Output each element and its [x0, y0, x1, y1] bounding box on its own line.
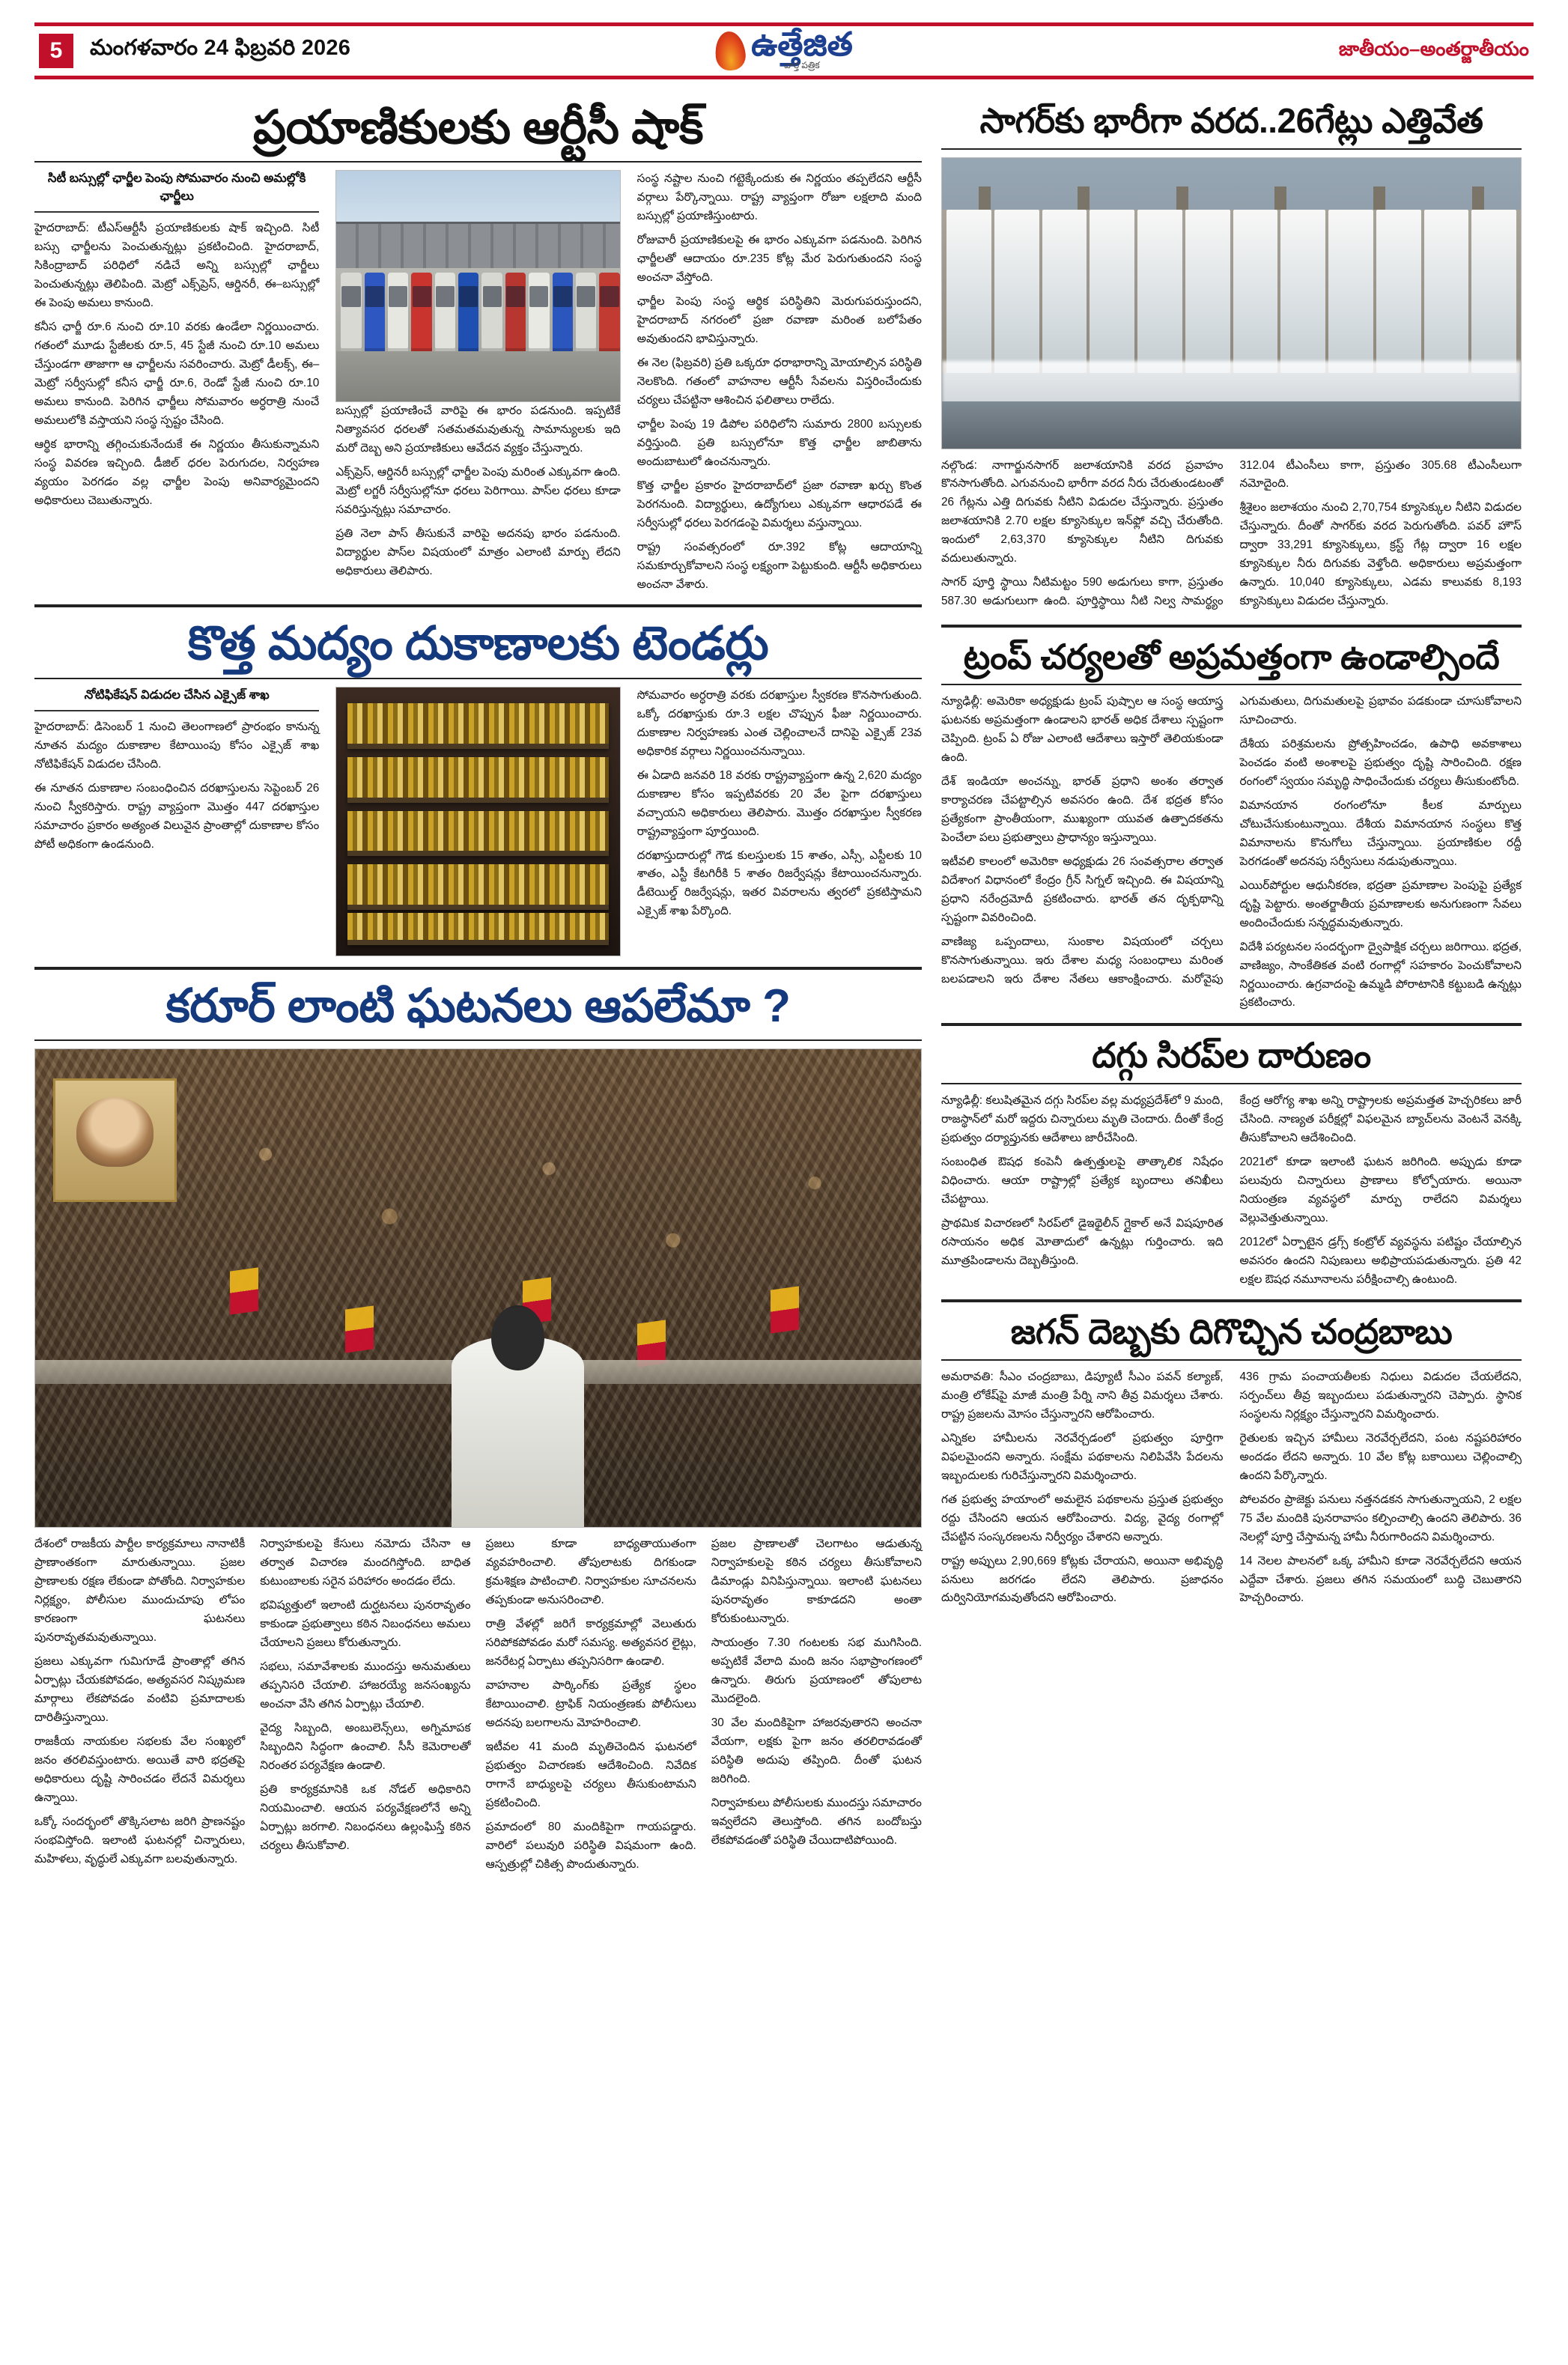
divider — [941, 625, 1522, 628]
story7-para-3: రాష్ట్ర అప్పులు 2,90,669 కోట్లకు చేరాయని, అయినా అభివృద్ధి పనులు జరగడం లేదని తెలిపారు. ప్రజాధనం దుర్వినియోగమవుతోందని ఆరోపించారు. — [941, 1554, 1224, 1605]
bus — [458, 273, 478, 356]
story4-para-7: విదేశీ పర్యటనల సందర్భంగా ద్వైపాక్షిక చర్చలు జరిగాయి. భద్రత, వాణిజ్యం, సాంకేతికత వంటి రంగాల్లో సహకారం పెంచుకోవాలని నిర్ణయించారు. ఉగ్రవాదంపై ఉమ్మడి పోరాటానికి కట్టుబడి ఉన్నట్లు ప్రకటించారు. — [1239, 940, 1522, 1010]
divider — [34, 604, 922, 607]
page-number: 5 — [39, 34, 73, 68]
story5-photo-wrap — [34, 1048, 922, 1528]
story6-headline: దగ్గు సిరప్‌ల దారుణం — [1092, 1036, 1371, 1075]
bus — [341, 273, 361, 356]
bus — [411, 273, 431, 356]
story1-para-5: ప్రతి నెలా పాస్ తీసుకునే వారిపై అదనపు భారం పడనుంది. విద్యార్థుల పాస్‌ల విషయంలో మాత్రం ఎలాంటి మార్పు లేదని అధికారులు తెలిపారు. — [335, 527, 621, 578]
story3-para-0: హైదరాబాద్: డిసెంబర్ 1 నుంచి తెలంగాణలో ప్రారంభం కానున్న నూతన మద్యం దుకాణాల కేటాయింపు కోసం ఎక్సైజ్ శాఖ నోటిఫికేషన్ విడుదల చేసింది. — [34, 720, 320, 771]
bus — [576, 273, 596, 356]
story3-body — [34, 687, 922, 956]
photo-speaker-on-stage — [452, 1336, 584, 1527]
divider — [941, 1083, 1522, 1084]
story5-para-11: వాహనాల పార్కింగ్‌కు ప్రత్యేక స్థలం కేటాయించాలి. ట్రాఫిక్ నియంత్రణకు పోలీసులు అదనపు బలగాలను మోహరించాలి. — [485, 1679, 696, 1729]
story7-para-0: అమరావతి: సీఎం చంద్రబాబు, డిప్యూటీ సీఎం పవన్ కల్యాణ్, మంత్రి లోకేష్‌పై మాజీ మంత్రి పేర్ని నాని తీవ్ర విమర్శలు చేశారు. రాష్ట్ర ప్రజలను మోసం చేస్తున్నారని ఆరోపించారు. — [941, 1370, 1224, 1421]
story6-para-4: 2021లో కూడా ఇలాంటి ఘటన జరిగింది. అప్పుడు కూడా పలువురు చిన్నారులు ప్రాణాలు కోల్పోయారు. అయినా నియంత్రణ వ్యవస్థలో మార్పు రాలేదని విమర్శలు వెల్లువెత్తుతున్నాయి. — [1239, 1155, 1522, 1224]
bus — [529, 273, 549, 356]
photo-dam-gates — [942, 210, 1521, 372]
story1-para-9: ఈ నెల (ఫిబ్రవరి) ప్రతి ఒక్కరూ ధరాభారాన్ని మోయాల్సిన పరిస్థితి నెలకొంది. గతంలో వాహనాల ఆర్టీసీ సేవలను విస్తరించేందుకు చర్యలు చేపట్టినా ఆశించిన ఫలితాలు రాలేదు. — [636, 356, 922, 407]
story5-para-8: ప్రతి కార్యక్రమానికి ఒక నోడల్ అధికారిని నియమించాలి. ఆయన పర్యవేక్షణలోనే అన్ని ఏర్పాట్లు జరగాలి. నిబంధనలు ఉల్లంఘిస్తే కఠిన చర్యలు తీసుకోవాలి. — [260, 1782, 471, 1852]
bus — [365, 273, 385, 356]
story2-para-0: నల్గొండ: నాగార్జునసాగర్ జలాశయానికి వరద ప్రవాహం కొనసాగుతోంది. ఎగువనుంచి భారీగా వరద నీరు చేరుతుండటంతో 26 గేట్లను ఎత్తి దిగువకు నీటిని విడుదల చేస్తున్నారు. ప్రస్తుతం జలాశయానికి 2.70 లక్షల క్యూసెక్కుల ఇన్‌ఫ్లో వచ్చి చేరుతోంది. ఇందులో 2,63,370 క్యూసెక్కుల నీటిని దిగువకు వదులుతున్నారు. — [941, 458, 1224, 565]
story6-para-5: 2012లో ఏర్పాటైన డ్రగ్స్ కంట్రోల్ వ్యవస్థను పటిష్టం చేయాల్సిన అవసరం ఉందని నిపుణులు అభిప్రాయపడుతున్నారు. ప్రతి 42 లక్షల ఔషధ నమూనాలను పరీక్షించాల్సి ఉంటుంది. — [1239, 1235, 1522, 1286]
story1-body — [34, 170, 922, 594]
divider — [941, 1023, 1522, 1026]
photo-gate — [1185, 210, 1230, 372]
story5-para-7: వైద్య సిబ్బంది, అంబులెన్స్‌లు, అగ్నిమాపక సిబ్బందిని సిద్ధంగా ఉంచాలి. సీసీ కెమెరాలతో నిరంతర పర్యవేక్షణ ఉండాలి. — [260, 1721, 471, 1772]
story4-para-3: వాణిజ్య ఒప్పందాలు, సుంకాల విషయంలో చర్చలు కొనసాగుతున్నాయి. ఇరు దేశాల మధ్య సంబంధాలు మరింత బలపడాలని ఇరు దేశాల నేతలు ఆకాంక్షించారు. మరోవైపు ఎగుమతులు, దిగుమతులపై ప్రభావం పడకుండా చూసుకోవాలని సూచించారు. — [941, 695, 1522, 986]
story3-para-2: సోమవారం అర్ధరాత్రి వరకు దరఖాస్తుల స్వీకరణ కొనసాగుతుంది. ఒక్కో దరఖాస్తుకు రూ.3 లక్షల చొప్పున ఫీజు నిర్ణయించారు. దుకాణాల నిర్వహణకు ఎంత చెల్లించాలనే దానిపై ఎక్సైజ్ 23వ అధికారిక వర్గాలు నిర్ణయించనున్నాయి. — [636, 688, 922, 758]
photo-shelf — [347, 757, 608, 803]
story6-para-1: సంబంధిత ఔషధ కంపెనీ ఉత్పత్తులపై తాత్కాలిక నిషేధం విధించారు. ఆయా రాష్ట్రాల్లో ప్రత్యేక బృందాలు తనిఖీలు చేపట్టాయి. — [941, 1155, 1224, 1206]
story2-body — [941, 457, 1522, 614]
story5-para-1: ప్రజలు ఎక్కువగా గుమిగూడే ప్రాంతాల్లో తగిన ఏర్పాట్లు చేయకపోవడం, అత్యవసర నిష్క్రమణ మార్గాలు లేకపోవడం వంటివి ప్రమాదాలకు దారితీస్తున్నాయి. — [34, 1655, 246, 1724]
logo-title: ఉత్తేజిత — [751, 25, 853, 63]
publication-date: మంగళవారం 24 ఫిబ్రవరి 2026 — [90, 36, 351, 60]
story1-para-10: ఛార్జీల పెంపు 19 డిపోల పరిధిలోని సుమారు 2800 బస్సులకు వర్తిస్తుంది. ప్రతి బస్సులోనూ కొత్త ఛార్జీల జాబితాను అందుబాటులో ఉంచనున్నారు. — [636, 417, 922, 468]
story1-photo-bus-depot — [335, 170, 620, 402]
story1-kicker: సిటీ బస్సుల్లో ఛార్జీల పెంపు సోమవారం నుంచి అమల్లోకి ఛార్జీలు — [34, 170, 319, 213]
bus — [481, 273, 502, 356]
page-content — [34, 79, 1534, 1882]
story3-kicker: నోటిఫికేషన్ విడుదల చేసిన ఎక్సైజ్ శాఖ — [34, 687, 319, 711]
story5-para-6: సభలు, సమావేశాలకు ముందస్తు అనుమతులు తప్పనిసరి చేయాలి. హాజరయ్యే జనసంఖ్యను అంచనా వేసి తగిన ఏర్పాట్లు చేయాలి. — [260, 1660, 471, 1710]
story7-para-4: 436 గ్రామ పంచాయతీలకు నిధులు విడుదల చేయలేదని, సర్పంచ్‌లు తీవ్ర ఇబ్బందులు పడుతున్నారని చెప్పారు. స్థానిక సంస్థలను నిర్లక్ష్యం చేస్తున్నారని విమర్శించారు. — [1239, 1370, 1522, 1421]
section-label: జాతీయం–అంతర్జాతీయం — [1338, 37, 1529, 60]
photo-gate — [1424, 210, 1469, 372]
divider — [34, 967, 922, 970]
divider — [34, 678, 922, 679]
divider — [941, 1299, 1522, 1302]
story-nagarjuna-sagar-flood — [941, 102, 1522, 614]
story1-para-8: ఛార్జీల పెంపు సంస్థ ఆర్థిక పరిస్థితిని మెరుగుపరుస్తుందని, హైదరాబాద్ నగరంలో ప్రజా రవాణా మరింత బలోపేతం అవుతుందని భావిస్తున్నారు. — [636, 295, 922, 346]
story5-para-9: ప్రజలు కూడా బాధ్యతాయుతంగా వ్యవహరించాలి. తోపులాటకు దిగకుండా క్రమశిక్షణ పాటించాలి. నిర్వాహకుల సూచనలను తప్పకుండా అనుసరించాలి. — [485, 1537, 696, 1607]
story4-para-6: ఎయిర్‌పోర్టుల ఆధునీకరణ, భద్రతా ప్రమాణాల పెంపుపై ప్రత్యేక దృష్టి పెట్టారు. అంతర్జాతీయ ప్రమాణాలకు అనుగుణంగా సేవలు అందించేందుకు సన్నద్ధమవుతున్నారు. — [1239, 878, 1522, 929]
story6-para-2: ప్రాథమిక విచారణలో సిరప్‌లో డైఇథైలీన్ గ్లైకాల్ అనే విషపూరిత రసాయనం అధిక మోతాదులో ఉన్నట్లు గుర్తించారు. ఇది మూత్రపిండాలను దెబ్బతీస్తుంది. — [941, 1216, 1224, 1267]
story1-para-2: ఆర్థిక భారాన్ని తగ్గించుకునేందుకే ఈ నిర్ణయం తీసుకున్నామని సంస్థ వివరణ ఇచ్చింది. డీజిల్ ధరల పెరుగుదల, నిర్వహణ వ్యయం పెరగడం వల్ల ఛార్జీల పెంపు అనివార్యమైందని అధికారులు చెబుతున్నారు. — [34, 437, 320, 507]
story5-para-3: ఒక్కో సందర్భంలో తొక్కిసలాట జరిగి ప్రాణనష్టం సంభవిస్తోంది. ఇలాంటి ఘటనల్లో చిన్నారులు, మహిళలు, వృద్ధులే ఎక్కువగా బలవుతున్నారు. — [34, 1815, 246, 1865]
divider — [941, 148, 1522, 150]
left-column — [34, 91, 922, 1882]
story-rtc-fare-hike — [34, 102, 922, 594]
photo-gate — [1042, 210, 1087, 372]
story4-body — [941, 693, 1522, 1013]
story5-para-14: ప్రజల ప్రాణాలతో చెలగాటం ఆడుతున్న నిర్వాహకులపై కఠిన చర్యలు తీసుకోవాలని డిమాండ్లు వినిపిస్తున్నాయి. ఇలాంటి ఘటనలు పునరావృతం కాకూడదని అంతా కోరుకుంటున్నారు. — [711, 1537, 922, 1626]
photo-leader-face — [76, 1097, 153, 1167]
divider — [941, 1359, 1522, 1361]
divider — [941, 684, 1522, 685]
photo-gate — [1280, 210, 1325, 372]
story5-para-12: ఇటీవల 41 మంది మృతిచెందిన ఘటనలో ప్రభుత్వం విచారణకు ఆదేశించింది. నివేదిక రాగానే బాధ్యులపై చర్యలు తీసుకుంటామని ప్రకటించింది. — [485, 1740, 696, 1809]
story2-para-2: శ్రీశైలం జలాశయం నుంచి 2,70,754 క్యూసెక్కుల నీటిని విడుదల చేస్తున్నారు. దీంతో సాగర్‌కు వరద పెరుగుతోంది. పవర్ హౌస్ ద్వారా 33,291 క్యూసెక్కులు, క్రస్ట్ గేట్ల ద్వారా 16 లక్షల క్యూసెక్కుల నీరు దిగువకు వెళ్తోంది. అధికారులు అప్రమత్తంగా ఉన్నారు. 10,040 క్యూసెక్కులు, ఎడమ కాలువకు 8,193 క్యూసెక్కులు విడుదల చేస్తున్నారు. — [1239, 501, 1522, 608]
story1-para-3: బస్సుల్లో ప్రయాణించే వారిపై ఈ భారం పడనుంది. ఇప్పటికే నిత్యావసర ధరలతో సతమతమవుతున్న సామాన్యులకు ఇది మరో దెబ్బ అని ప్రయాణికులు ఆవేదన వ్యక్తం చేస్తున్నారు. — [335, 404, 621, 455]
divider — [34, 1039, 922, 1041]
story-liquor-tenders — [34, 618, 922, 956]
bus — [553, 273, 573, 356]
story1-para-12: రాష్ట్ర సంవత్సరంలో రూ.392 కోట్ల ఆదాయాన్ని సమకూర్చుకోవాలని సంస్థ లక్ష్యంగా పెట్టుకుంది. ఆర్టీసీ అధికారులు అంచనా వేశారు. — [636, 540, 922, 591]
photo-ground — [336, 351, 619, 402]
story5-para-13: ప్రమాదంలో 80 మందికిపైగా గాయపడ్డారు. వారిలో పలువురి పరిస్థితి విషమంగా ఉంది. ఆస్పత్రుల్లో చికిత్స పొందుతున్నారు. — [485, 1820, 696, 1871]
story5-headline: కరూర్ లాంటి ఘటనలు ఆపలేమా ? — [165, 980, 791, 1032]
photo-gate — [1376, 210, 1421, 372]
story4-para-0: న్యూఢిల్లీ: అమెరికా అధ్యక్షుడు ట్రంప్ పుష్పాల ఆ సంస్థ ఆయాస్త్ర ఘటనకు అప్రమత్తంగా ఉండాలని భారత్ అధిక దేశాలు స్పష్టంగా చెప్పింది. ట్రంప్ ఏ రోజు ఎలాంటి ఆదేశాలు ఇస్తారో తెలియకుండా ఉంది. — [941, 695, 1224, 765]
story5-para-10: రాత్రి వేళల్లో జరిగే కార్యక్రమాల్లో వెలుతురు సరిపోకపోవడం మరో సమస్య. అత్యవసర లైట్లు, జనరేటర్ల ఏర్పాటు తప్పనిసరిగా ఉండాలి. — [485, 1618, 696, 1669]
newspaper-logo — [715, 25, 853, 73]
story7-body — [941, 1368, 1522, 1613]
story6-body — [941, 1092, 1522, 1290]
photo-flag — [230, 1267, 258, 1314]
story-cough-syrup-deaths — [941, 1036, 1522, 1289]
story5-para-2: రాజకీయ నాయకుల సభలకు వేల సంఖ్యలో జనం తరలివస్తుంటారు. అయితే వారి భద్రతపై అధికారులు దృష్టి సారించడం లేదనే విమర్శలు ఉన్నాయి. — [34, 1734, 246, 1804]
photo-gate — [946, 210, 991, 372]
story4-para-5: విమానయాన రంగంలోనూ కీలక మార్పులు చోటుచేసుకుంటున్నాయి. దేశీయ విమానయాన సంస్థలు కొత్త విమానాలను కొనుగోలు చేస్తున్నాయి. ప్రయాణికుల రద్దీ పెరగడంతో అదనపు సర్వీసులు నడుపుతున్నాయి. — [1239, 798, 1522, 868]
story5-para-16: 30 వేల మందికిపైగా హాజరవుతారని అంచనా వేయగా, లక్షకు పైగా జనం తరలిరావడంతో పరిస్థితి అదుపు తప్పింది. దీంతో ఘటన జరిగింది. — [711, 1716, 922, 1785]
photo-gate — [994, 210, 1039, 372]
photo-flag — [345, 1305, 374, 1352]
story1-para-1: కనీస ఛార్జీ రూ.6 నుంచి రూ.10 వరకు ఉండేలా నిర్ణయించారు. గతంలో మూడు స్టేజీలకు రూ.5, 45 స్టేజీ నుంచి రూ.10 అమలు చేస్తుండగా తాజాగా ఆ ఛార్జీలను సవరించారు. మెట్రో డీలక్స్, ఈ–మెట్రో సర్వీసుల్లో కనీస ఛార్జీ రూ.6, రెండో స్టేజీ నుంచి రూ.10 అమలు కానుంది. పెరిగిన ఛార్జీలు సోమవారం అర్ధరాత్రి నుంచే అమలులోకి వస్తాయని సంస్థ స్పష్టం చేసింది. — [34, 321, 320, 427]
story1-para-0: హైదరాబాద్: టీఎస్ఆర్టీసీ ప్రయాణికులకు షాక్ ఇచ్చింది. సిటీ బస్సు ఛార్జీలను పెంచుతున్నట్లు ప్రకటించింది. హైదరాబాద్, సికింద్రాబాద్ పరిధిలో నడిచే అన్ని బస్సుల్లో ఛార్జీలు పెంచుతున్నట్లు తెలిపింది. మెట్రో ఎక్స్‌ప్రెస్, ఆర్డినరీ, ఈ–బస్సుల్లో ఈ పెంపు అమలు కానుంది. — [34, 222, 320, 310]
story5-para-4: నిర్వాహకులపై కేసులు నమోదు చేసినా ఆ తర్వాత విచారణ మందగిస్తోంది. బాధిత కుటుంబాలకు సరైన పరిహారం అందడం లేదు. — [260, 1537, 471, 1588]
story6-para-3: కేంద్ర ఆరోగ్య శాఖ అన్ని రాష్ట్రాలకు అప్రమత్తత హెచ్చరికలు జారీ చేసింది. నాణ్యత పరీక్షల్లో విఫలమైన బ్యాచ్‌లను వెంటనే వెనక్కి తీసుకోవాలని ఆదేశించింది. — [1239, 1093, 1522, 1144]
photo-gate — [1328, 210, 1373, 372]
photo-gate — [1137, 210, 1182, 372]
story2-headline: సాగర్‌కు భారీగా వరద..26గేట్లు ఎత్తివేత — [979, 101, 1483, 140]
story6-para-0: న్యూఢిల్లీ: కలుషితమైన దగ్గు సిరప్‌ల వల్ల మధ్యప్రదేశ్‌లో 9 మంది, రాజస్థాన్‌లో మరో ఇద్దరు చిన్నారులు మృతి చెందారు. దీంతో కేంద్ర ప్రభుత్వం దర్యాప్తునకు ఆదేశాలు జారీచేసింది. — [941, 1093, 1224, 1144]
masthead — [34, 22, 1534, 79]
story5-body — [34, 1535, 922, 1874]
photo-bus-row — [336, 254, 619, 356]
story4-headline: ట్రంప్ చర్యలతో అప్రమత్తంగా ఉండాల్సిందే — [963, 637, 1500, 676]
photo-shelf — [347, 703, 608, 749]
photo-shelf — [347, 913, 608, 945]
story-jagan-chandrababu — [941, 1313, 1522, 1613]
photo-flag — [771, 1287, 799, 1334]
story7-headline: జగన్ దెబ్బకు దిగొచ్చిన చంద్రబాబు — [1010, 1312, 1453, 1352]
story7-para-5: రైతులకు ఇచ్చిన హామీలు నెరవేర్చలేదని, పంట నష్టపరిహారం అందడం లేదని అన్నారు. 10 వేల కోట్ల బకాయిలు చెల్లించాల్సి ఉందని పేర్కొన్నారు. — [1239, 1431, 1522, 1482]
story5-para-0: దేశంలో రాజకీయ పార్టీల కార్యక్రమాలు నానాటికీ ప్రాణాంతకంగా మారుతున్నాయి. ప్రజల ప్రాణాలకు రక్షణ లేకుండా పోతోంది. నిర్వాహకుల నిర్లక్ష్యం, పోలీసుల ముందుచూపు లోపం కారణంగా ఘటనలు పునరావృతమవుతున్నాయి. — [34, 1537, 246, 1645]
story1-para-6: సంస్థ నష్టాల నుంచి గట్టెక్కేందుకు ఈ నిర్ణయం తప్పలేదని ఆర్టీసీ వర్గాలు పేర్కొన్నాయి. రాష్ట్ర వ్యాప్తంగా రోజూ లక్షలాది మంది బస్సుల్లో ప్రయాణిస్తుంటారు. — [636, 172, 922, 223]
story3-para-1: ఈ నూతన దుకాణాల సంబంధించిన దరఖాస్తులను సెప్టెంబర్ 26 నుంచి స్వీకరిస్తారు. రాష్ట్ర వ్యాప్తంగా మొత్తం 447 దరఖాస్తుల సమాచారం ప్రకారం అత్యంత విలువైన ప్రాంతాల్లో దుకాణాల కోసం పోటీ అధికంగా ఉండనుంది. — [34, 781, 320, 851]
story7-para-7: 14 నెలల పాలనలో ఒక్క హామీని కూడా నెరవేర్చలేదని ఆయన ఎద్దేవా చేశారు. ప్రజలు తగిన సమయంలో బుద్ధి చెబుతారని హెచ్చరించారు. — [1239, 1554, 1522, 1605]
logo-subtitle: వార్త పత్రిక — [784, 60, 820, 71]
story3-photo-liquor-shelves — [335, 687, 620, 956]
story3-headline: కొత్త మద్యం దుకాణాలకు టెండర్లు — [187, 618, 769, 670]
photo-gate — [1471, 210, 1516, 372]
story1-para-4: ఎక్స్‌ప్రెస్, ఆర్డినరీ బస్సుల్లో ఛార్జీల పెంపు మరింత ఎక్కువగా ఉంది. మెట్రో లగ్జరీ సర్వీసుల్లోనూ ధరలు పెరిగాయి. పాస్‌ల ధరలు కూడా సవరిస్తున్నట్లు సమాచారం. — [335, 466, 621, 517]
story3-para-3: ఈ ఏడాది జనవరి 18 వరకు రాష్ట్రవ్యాప్తంగా ఉన్న 2,620 మద్యం దుకాణాల కోసం ఇప్పటివరకు 20 వేల పైగా దరఖాస్తులు వచ్చాయని అధికారులు తెలిపారు. మొత్తం దరఖాస్తుల స్వీకరణ రాష్ట్రవ్యాప్తంగా పూర్తయింది. — [636, 768, 922, 838]
story-karur-stampede — [34, 980, 922, 1874]
photo-gate — [1233, 210, 1278, 372]
story7-para-2: గత ప్రభుత్వ హయాంలో అమలైన పథకాలను ప్రస్తుత ప్రభుత్వం రద్దు చేసిందని ఆయన ఆరోపించారు. విద్య, వైద్య రంగాల్లో చేపట్టిన సంస్కరణలను నిర్వీర్యం చేశారని అన్నారు. — [941, 1493, 1224, 1543]
story1-headline: ప్రయాణికులకు ఆర్టీసీ షాక్ — [253, 102, 703, 154]
photo-leader-banner — [53, 1078, 177, 1203]
story4-para-2: ఇటీవలి కాలంలో అమెరికా అధ్యక్షుడు 26 సంవత్సరాల తర్వాత విదేశాంగ విధానంలో కేంద్రం గ్రీన్ సిగ్నల్ ఇచ్చింది. ఈ విషయాన్ని ప్రధాని నరేంద్రమోదీ ప్రకటించారు. భారత్ తన దృక్పథాన్ని స్పష్టంగా వివరించింది. — [941, 854, 1224, 924]
photo-dam-base — [942, 401, 1521, 448]
bus — [435, 273, 455, 356]
bus — [388, 273, 408, 356]
flame-icon — [714, 30, 747, 72]
story2-photo-dam — [941, 157, 1522, 449]
bus — [599, 273, 619, 356]
photo-gate — [1090, 210, 1134, 372]
divider — [34, 161, 922, 163]
story5-para-5: భవిష్యత్తులో ఇలాంటి దుర్ఘటనలు పునరావృతం కాకుండా ప్రభుత్వాలు కఠిన నిబంధనలు అమలు చేయాలని ప్రజలు కోరుతున్నారు. — [260, 1599, 471, 1650]
story7-para-1: ఎన్నికల హామీలను నెరవేర్చడంలో ప్రభుత్వం పూర్తిగా విఫలమైందని అన్నారు. సంక్షేమ పథకాలను నిలిపివేసి పేదలను ఇబ్బందులకు గురిచేస్తున్నారని విమర్శించారు. — [941, 1431, 1224, 1482]
story4-para-4: దేశీయ పరిశ్రమలను ప్రోత్సహించడం, ఉపాధి అవకాశాలు పెంచడం వంటి అంశాలపై ప్రభుత్వం దృష్టి సారించింది. రక్షణ రంగంలో స్వయం సమృద్ధి సాధించేందుకు చర్యలు తీసుకుంటోంది. — [1239, 738, 1522, 788]
right-column — [941, 91, 1522, 1882]
story7-para-6: పోలవరం ప్రాజెక్టు పనులు నత్తనడకన సాగుతున్నాయని, 2 లక్షల 75 వేల మందికి పునరావాసం కల్పించాల్సి ఉందని తెలిపారు. 36 నెలల్లో పూర్తి చేస్తామన్న హామీ నీరుగారిందని విమర్శించారు. — [1239, 1493, 1522, 1543]
story1-para-11: కొత్త ఛార్జీల ప్రకారం హైదరాబాద్‌లో ప్రజా రవాణా ఖర్చు కొంత పెరగనుంది. విద్యార్థులు, ఉద్యోగులు ఎక్కువగా ఆధారపడే ఈ సర్వీసుల్లో ధరలు పెరగడంపై విమర్శలు వస్తున్నాయి. — [636, 479, 922, 529]
photo-shelf — [347, 811, 608, 857]
story5-photo-rally — [34, 1048, 922, 1528]
story2-para-1: సాగర్ పూర్తి స్థాయి నీటిమట్టం 590 అడుగులు కాగా, ప్రస్తుతం 587.30 అడుగులుగా ఉంది. పూర్తిస్థాయి నీటి నిల్వ సామర్థ్యం 312.04 టీఎంసీలు కాగా, ప్రస్తుతం 305.68 టీఎంసీలుగా నమోదైంది. — [941, 458, 1522, 608]
story3-para-4: దరఖాస్తుదారుల్లో గౌడ కులస్తులకు 15 శాతం, ఎస్సీ, ఎస్టీలకు 10 శాతం, ఎస్టీ కేటగిరీకి 5 శాతం రిజర్వేషన్లు కేటాయించనున్నారు. డీటెయిల్డ్ రిజర్వేషన్లు, ఇతర వివరాలను త్వరలో ప్రకటిస్తామని ఎక్సైజ్ శాఖ పేర్కొంది. — [636, 848, 922, 918]
story4-para-1: దేశ్ ఇండియా అంచన్ను, భారత్ ప్రధాని అంశం తర్వాత కార్యాచరణ చేపట్టాల్సిన అవసరం ఉంది. దేశ భద్రత కోసం ప్రత్యేకంగా ప్రాంతీయంగా, ముఖ్యంగా యువత ఉత్పాదకతను పెంచేలా పలు ప్రభుత్వాలు ప్రాధాన్యం ఇస్తున్నాయి. — [941, 774, 1224, 844]
story1-para-7: రోజువారీ ప్రయాణికులపై ఈ భారం ఎక్కువగా పడనుంది. పెరిగిన ఛార్జీలతో ఆదాయం రూ.235 కోట్ల మేర పెరుగుతుందని సంస్థ అంచనా వేస్తోంది. — [636, 234, 922, 285]
story-trump-alert — [941, 638, 1522, 1013]
bus — [505, 273, 526, 356]
photo-speaker-head — [491, 1305, 544, 1370]
story5-para-15: సాయంత్రం 7.30 గంటలకు సభ ముగిసింది. అప్పటికే వేలాది మంది జనం సభాప్రాంగణంలో ఉన్నారు. తిరుగు ప్రయాణంలో తోపులాట మొదలైంది. — [711, 1636, 922, 1705]
photo-shelf — [347, 864, 608, 910]
story5-para-17: నిర్వాహకులు పోలీసులకు ముందస్తు సమాచారం ఇవ్వలేదని తెలుస్తోంది. తగిన బందోబస్తు లేకపోవడంతో పరిస్థితి చేయిదాటిపోయింది. — [711, 1796, 922, 1847]
